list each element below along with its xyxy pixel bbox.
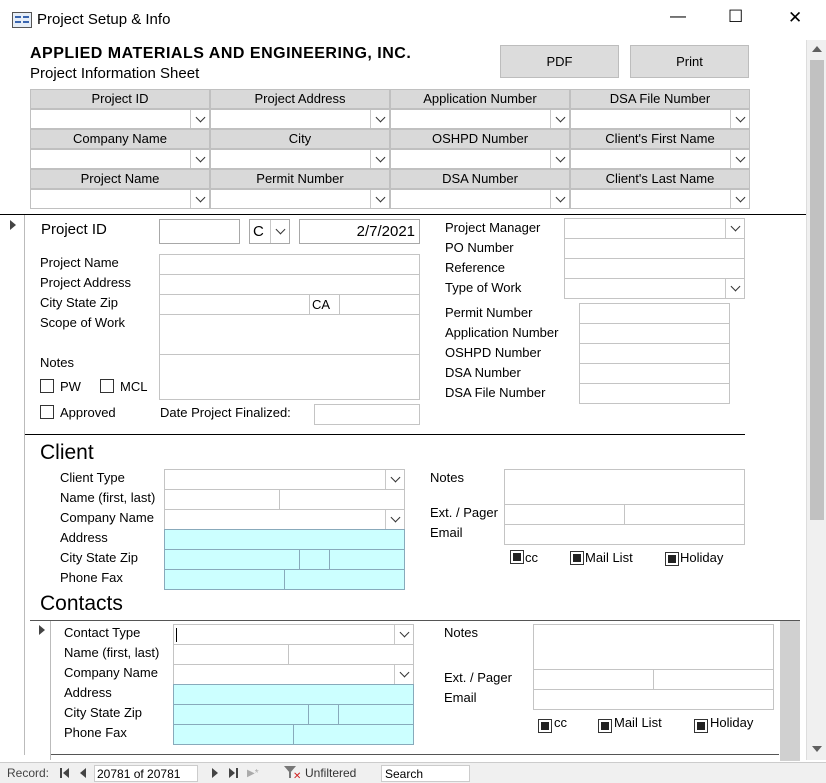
filter-header: City	[210, 129, 390, 149]
project-address-label: Project Address	[40, 275, 132, 290]
chevron-down-icon[interactable]	[370, 110, 389, 128]
header-divider	[0, 214, 806, 215]
project-state-value: CA	[312, 297, 331, 312]
chevron-down-icon[interactable]	[730, 150, 749, 168]
chevron-down-icon[interactable]	[385, 510, 404, 529]
filter-header: Project Name	[30, 169, 210, 189]
chevron-down-icon[interactable]	[370, 190, 389, 208]
client-type-combo[interactable]	[164, 469, 405, 490]
chevron-down-icon[interactable]	[730, 110, 749, 128]
project-date-field[interactable]	[299, 219, 420, 244]
filter-header: DSA File Number	[570, 89, 750, 109]
contact-cc-label: cc	[554, 715, 567, 730]
contact-last-name-field[interactable]	[288, 644, 414, 665]
filter-header: OSHPD Number	[390, 129, 570, 149]
search-box[interactable]	[381, 765, 470, 782]
type-of-work-label: Type of Work	[445, 280, 522, 295]
maximize-button[interactable]: ☐	[728, 7, 744, 26]
pdf-button[interactable]: PDF	[500, 45, 619, 78]
chevron-down-icon[interactable]	[394, 625, 413, 644]
form-icon	[12, 12, 32, 28]
contact-address-label: Address	[64, 685, 112, 700]
print-button[interactable]: Print	[630, 45, 749, 78]
contacts-record-selector[interactable]	[30, 621, 51, 760]
client-address-label: Address	[60, 530, 108, 545]
mcl-checkbox[interactable]	[100, 379, 114, 393]
client-csz-label: City State Zip	[60, 550, 139, 565]
project-notes-field[interactable]	[159, 354, 420, 400]
window-title: Project Setup & Info	[37, 11, 171, 28]
filter-combo-dsa-file-number[interactable]	[570, 109, 750, 129]
contact-zip-field[interactable]	[338, 704, 414, 725]
client-cc-label: cc	[525, 550, 538, 565]
scope-of-work-label: Scope of Work	[40, 315, 126, 330]
project-zip-field[interactable]	[339, 294, 420, 315]
client-company-label: Company Name	[60, 510, 154, 525]
filter-combo-project-name[interactable]	[30, 189, 210, 209]
client-divider	[25, 434, 745, 435]
company-name: APPLIED MATERIALS AND ENGINEERING, INC.	[30, 45, 412, 62]
application-number-label: Application Number	[445, 325, 559, 340]
approved-checkbox[interactable]	[40, 405, 54, 419]
contact-phone-field[interactable]	[173, 724, 294, 745]
client-heading: Client	[40, 441, 94, 464]
contacts-bottom-divider	[51, 754, 779, 755]
contact-fax-field[interactable]	[293, 724, 414, 745]
contact-phone-fax-label: Phone Fax	[64, 725, 127, 740]
client-ext-label: Ext. / Pager	[430, 505, 498, 520]
chevron-down-icon[interactable]	[394, 665, 413, 684]
close-button[interactable]: ✕	[788, 8, 803, 27]
contact-csz-label: City State Zip	[64, 705, 143, 720]
client-state-field[interactable]	[299, 549, 330, 570]
current-record-arrow-icon	[10, 220, 16, 230]
project-type-combo[interactable]	[249, 219, 290, 244]
client-phone-fax-label: Phone Fax	[60, 570, 123, 585]
project-name-label: Project Name	[40, 255, 119, 270]
chevron-down-icon[interactable]	[385, 470, 404, 489]
client-phone-field[interactable]	[164, 569, 285, 590]
filter-header: Project Address	[210, 89, 390, 109]
dsa-number-label: DSA Number	[445, 365, 521, 380]
contact-mail-list-label: Mail List	[614, 715, 662, 730]
sheet-subtitle: Project Information Sheet	[30, 65, 200, 82]
filter-combo-application-number[interactable]	[390, 109, 570, 129]
contact-holiday-checkbox[interactable]	[694, 719, 708, 733]
contact-address-field[interactable]	[173, 684, 414, 705]
contact-company-combo[interactable]	[173, 664, 414, 685]
client-holiday-label: Holiday	[680, 550, 724, 565]
contact-type-combo[interactable]	[173, 624, 414, 645]
search-value: Search	[385, 767, 424, 781]
filter-header: Permit Number	[210, 169, 390, 189]
contact-ext-field[interactable]	[533, 669, 654, 690]
oshpd-number-field[interactable]	[579, 343, 730, 364]
filter-header: Client's First Name	[570, 129, 750, 149]
contact-notes-field[interactable]	[533, 624, 774, 670]
project-notes-label: Notes	[40, 355, 74, 370]
record-number-field[interactable]	[94, 765, 198, 782]
filter-header: Company Name	[30, 129, 210, 149]
contact-name-label: Name (first, last)	[64, 645, 160, 660]
date-finalized-field[interactable]	[314, 404, 420, 425]
filter-combo-client-last-name[interactable]	[570, 189, 750, 209]
filter-combo-city[interactable]	[210, 149, 390, 169]
application-number-field[interactable]	[579, 323, 730, 344]
contact-first-name-field[interactable]	[173, 644, 289, 665]
dsa-file-number-label: DSA File Number	[445, 385, 546, 400]
filter-combo-dsa-number[interactable]	[390, 189, 570, 209]
project-type-value: C	[253, 223, 264, 240]
project-date-value: 2/7/2021	[356, 223, 415, 240]
reference-field[interactable]	[564, 258, 745, 279]
next-record-icon[interactable]	[212, 768, 218, 778]
project-csz-label: City State Zip	[40, 295, 119, 310]
client-last-name-field[interactable]	[279, 489, 405, 510]
contact-holiday-label: Holiday	[710, 715, 754, 730]
contact-type-label: Contact Type	[64, 625, 141, 640]
chevron-down-icon[interactable]	[270, 220, 289, 243]
filter-header: Client's Last Name	[570, 169, 750, 189]
permit-number-field[interactable]	[579, 303, 730, 324]
type-of-work-combo[interactable]	[564, 278, 745, 299]
permit-number-label: Permit Number	[445, 305, 533, 320]
client-holiday-checkbox[interactable]	[665, 552, 679, 566]
title-bar	[0, 0, 826, 40]
new-record-icon[interactable]: ▶*	[247, 768, 259, 779]
contact-ext-label: Ext. / Pager	[444, 670, 512, 685]
client-zip-field[interactable]	[329, 549, 405, 570]
client-fax-field[interactable]	[284, 569, 405, 590]
filter-header: DSA Number	[390, 169, 570, 189]
po-number-field[interactable]	[564, 238, 745, 259]
mcl-label: MCL	[120, 379, 148, 394]
pw-checkbox[interactable]	[40, 379, 54, 393]
contacts-subform-scrollbar[interactable]	[780, 621, 800, 761]
client-company-combo[interactable]	[164, 509, 405, 530]
pw-label: PW	[60, 379, 81, 394]
first-record-icon[interactable]	[60, 767, 70, 779]
contact-state-field[interactable]	[308, 704, 339, 725]
client-mail-list-label: Mail List	[585, 550, 633, 565]
scroll-up-icon[interactable]	[812, 46, 822, 52]
filter-status-label[interactable]: Unfiltered	[305, 766, 357, 780]
client-notes-field[interactable]	[504, 469, 745, 505]
project-id-label: Project ID	[41, 221, 107, 238]
client-city-field[interactable]	[164, 549, 300, 570]
chevron-down-icon[interactable]	[730, 190, 749, 208]
chevron-down-icon[interactable]	[725, 219, 744, 238]
project-address-field[interactable]	[159, 274, 420, 295]
filter-combo-project-id[interactable]	[30, 109, 210, 129]
chevron-down-icon[interactable]	[190, 150, 209, 168]
filter-header: Project ID	[30, 89, 210, 109]
project-id-field[interactable]	[159, 219, 240, 244]
contact-pager-field[interactable]	[653, 669, 774, 690]
record-navigation-bar	[0, 762, 826, 783]
contact-mail-list-checkbox[interactable]	[598, 719, 612, 733]
dsa-number-field[interactable]	[579, 363, 730, 384]
contacts-current-record-arrow-icon	[39, 625, 45, 635]
scroll-down-icon[interactable]	[812, 746, 822, 752]
contact-email-label: Email	[444, 690, 477, 705]
chevron-down-icon[interactable]	[190, 110, 209, 128]
dsa-file-number-field[interactable]	[579, 383, 730, 404]
project-state-field[interactable]	[309, 294, 340, 315]
filter-combo-oshpd-number[interactable]	[390, 149, 570, 169]
filter-combo-permit-number[interactable]	[210, 189, 390, 209]
chevron-down-icon[interactable]	[550, 150, 569, 168]
client-pager-field[interactable]	[624, 504, 745, 525]
text-cursor	[176, 628, 177, 642]
record-selector[interactable]	[0, 215, 25, 755]
oshpd-number-label: OSHPD Number	[445, 345, 542, 360]
contact-company-label: Company Name	[64, 665, 158, 680]
project-city-field[interactable]	[159, 294, 310, 315]
vertical-scrollbar[interactable]	[806, 40, 826, 760]
chevron-down-icon[interactable]	[725, 279, 744, 298]
client-type-label: Client Type	[60, 470, 125, 485]
minimize-button[interactable]: —	[670, 8, 686, 25]
client-mail-list-checkbox[interactable]	[570, 551, 584, 565]
approved-label: Approved	[60, 405, 116, 420]
contact-city-field[interactable]	[173, 704, 309, 725]
previous-record-icon[interactable]	[80, 768, 86, 778]
filter-icon[interactable]: ✕	[284, 766, 300, 780]
chevron-down-icon[interactable]	[550, 110, 569, 128]
filter-combo-company-name[interactable]	[30, 149, 210, 169]
client-ext-field[interactable]	[504, 504, 625, 525]
scope-of-work-field[interactable]	[159, 314, 420, 355]
project-name-field[interactable]	[159, 254, 420, 275]
contact-notes-label: Notes	[444, 625, 478, 640]
client-first-name-field[interactable]	[164, 489, 280, 510]
contact-cc-checkbox[interactable]	[538, 719, 552, 733]
client-email-field[interactable]	[504, 524, 745, 545]
client-notes-label: Notes	[430, 470, 464, 485]
record-number-value: 20781 of 20781	[97, 767, 181, 781]
chevron-down-icon[interactable]	[550, 190, 569, 208]
project-manager-label: Project Manager	[445, 220, 541, 235]
filter-header: Application Number	[390, 89, 570, 109]
reference-label: Reference	[445, 260, 505, 275]
last-record-icon[interactable]	[229, 767, 239, 779]
client-email-label: Email	[430, 525, 463, 540]
date-finalized-label: Date Project Finalized:	[160, 405, 291, 420]
chevron-down-icon[interactable]	[370, 150, 389, 168]
filter-combo-client-first-name[interactable]	[570, 149, 750, 169]
client-cc-checkbox[interactable]	[510, 550, 524, 564]
filter-combo-project-address[interactable]	[210, 109, 390, 129]
client-address-field[interactable]	[164, 529, 405, 550]
record-label: Record:	[7, 766, 50, 780]
po-number-label: PO Number	[445, 240, 514, 255]
scroll-thumb[interactable]	[810, 60, 824, 520]
chevron-down-icon[interactable]	[190, 190, 209, 208]
client-name-label: Name (first, last)	[60, 490, 156, 505]
project-manager-combo[interactable]	[564, 218, 745, 239]
contacts-heading: Contacts	[40, 592, 123, 615]
contact-email-field[interactable]	[533, 689, 774, 710]
